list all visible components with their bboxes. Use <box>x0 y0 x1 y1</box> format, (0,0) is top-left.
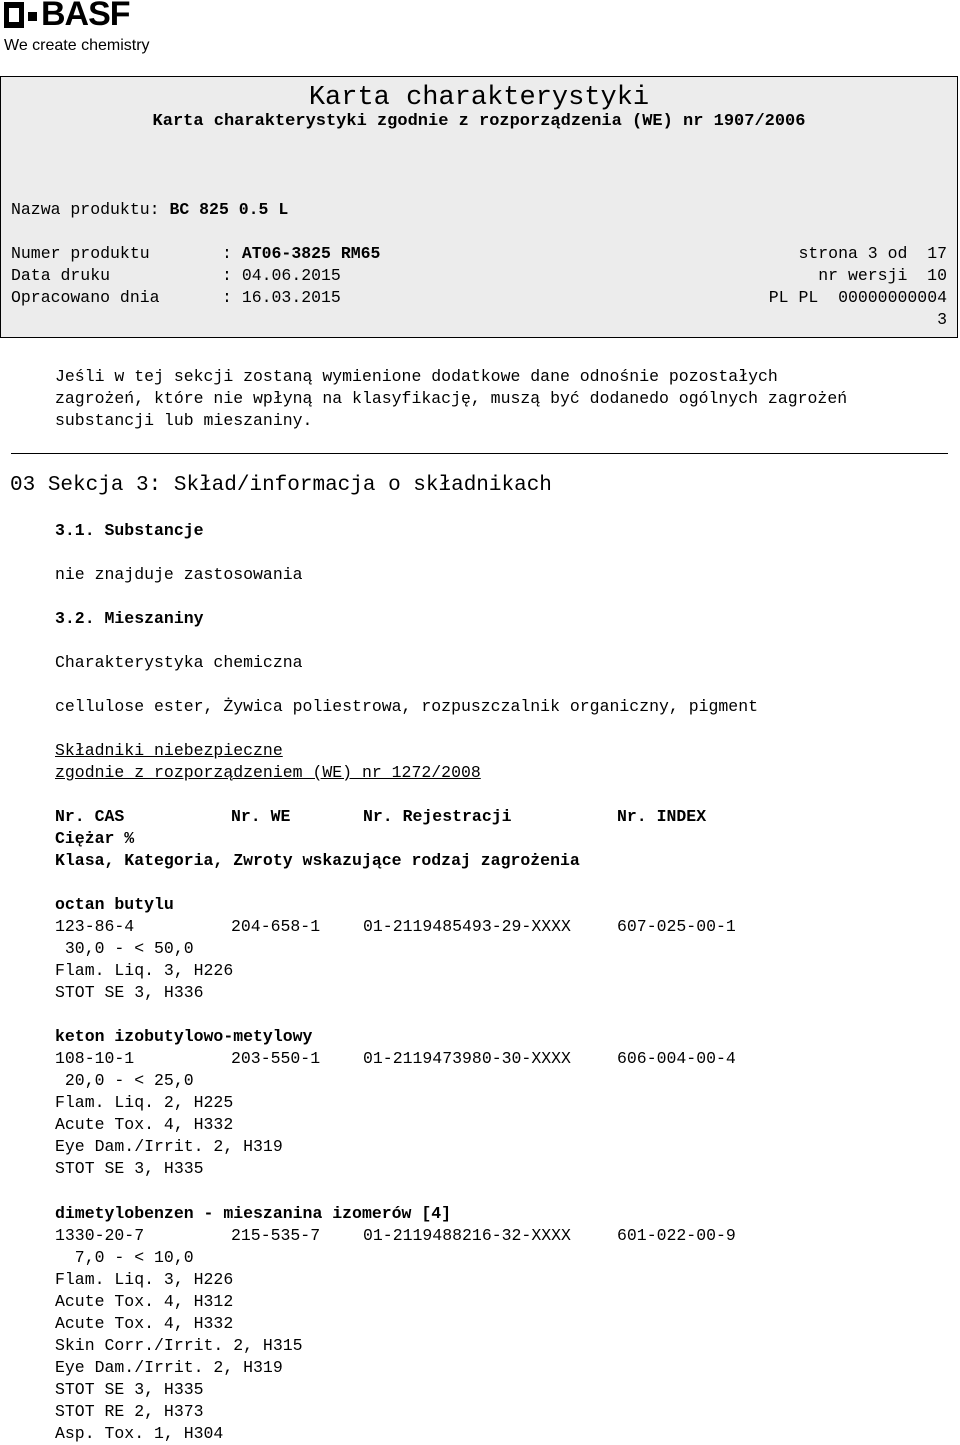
component-index: 607-025-00-1 <box>617 917 736 936</box>
product-name-row <box>11 199 288 221</box>
document-header <box>0 76 958 338</box>
component-registration: 01-2119485493-29-XXXX <box>363 917 571 936</box>
component-class: Flam. Liq. 2, H225 <box>55 1093 234 1112</box>
field-sep: : <box>222 288 232 307</box>
chem-char-text: cellulose ester, Żywica poliestrowa, rozpuszczalnik organiczny, pigment <box>55 697 759 716</box>
component-class: Skin Corr./Irrit. 2, H315 <box>55 1336 303 1355</box>
component-class: STOT SE 3, H335 <box>55 1159 204 1178</box>
subsection-mixtures-title: 3.2. Mieszaniny <box>55 609 204 628</box>
basf-logo <box>4 0 204 58</box>
basf-logo-mark-icon <box>4 2 44 28</box>
section-number: 03 <box>10 474 36 497</box>
component-we: 204-658-1 <box>231 917 321 936</box>
print-date-value: 04.06.2015 <box>241 266 341 285</box>
document-subtitle: Karta charakterystyki zgodnie z rozporządzenia (WE) nr 1907/2006 <box>152 112 806 131</box>
product-number-row <box>11 243 380 265</box>
print-date-row <box>11 265 341 287</box>
document-title: Karta charakterystyki <box>308 83 650 113</box>
header-weight: Ciężar % <box>55 829 135 848</box>
header-registration: Nr. Rejestracji <box>363 807 512 826</box>
section-heading <box>10 474 552 498</box>
component-class: Acute Tox. 4, H312 <box>55 1292 234 1311</box>
intro-line: zagrożeń, które nie wpłyną na klasyfikację, muszą być dodanedo ogólnych zagrożeń <box>55 389 848 408</box>
document-code: PL PL 00000000004 <box>768 288 947 307</box>
product-name-label: Nazwa produktu: <box>11 200 160 219</box>
component-weight: 7,0 - < 10,0 <box>55 1248 194 1267</box>
hazard-regulation: zgodnie z rozporządzeniem (WE) nr 1272/2008 <box>55 763 481 782</box>
component-index: 601-022-00-9 <box>617 1226 736 1245</box>
section-title: Sekcja 3: Skład/informacja o składnikach <box>47 474 552 497</box>
component-class: Eye Dam./Irrit. 2, H319 <box>55 1358 283 1377</box>
component-class: Flam. Liq. 3, H226 <box>55 961 234 980</box>
component-index: 606-004-00-4 <box>617 1049 736 1068</box>
component-class: Asp. Tox. 1, H304 <box>55 1424 224 1443</box>
brand-name: BASF <box>41 0 130 33</box>
substances-text: nie znajduje zastosowania <box>55 565 303 584</box>
chem-char-label: Charakterystyka chemiczna <box>55 653 303 672</box>
section-divider <box>11 453 948 454</box>
intro-line: Jeśli w tej sekcji zostaną wymienione dodatkowe dane odnośnie pozostałych <box>55 367 778 386</box>
component-cas: 1330-20-7 <box>55 1226 145 1245</box>
field-sep: : <box>222 244 232 263</box>
subsection-substances-title: 3.1. Substancje <box>55 521 204 540</box>
component-class: STOT SE 3, H335 <box>55 1380 204 1399</box>
component-class: Flam. Liq. 3, H226 <box>55 1270 234 1289</box>
component-name: dimetylobenzen - mieszanina izomerów [4] <box>55 1204 452 1223</box>
hazard-heading: Składniki niebezpieczne <box>55 741 283 760</box>
header-cas: Nr. CAS <box>55 807 125 826</box>
component-class: Eye Dam./Irrit. 2, H319 <box>55 1137 283 1156</box>
header-class: Klasa, Kategoria, Zwroty wskazujące rodzaj zagrożenia <box>55 851 580 870</box>
field-label: Opracowano dnia <box>11 288 160 307</box>
component-class: Acute Tox. 4, H332 <box>55 1115 234 1134</box>
field-label: Numer produktu <box>11 244 150 263</box>
intro-line: substancji lub mieszaniny. <box>55 411 313 430</box>
brand-tagline: We create chemistry <box>4 37 150 54</box>
component-weight: 20,0 - < 25,0 <box>55 1071 194 1090</box>
component-cas: 123-86-4 <box>55 917 135 936</box>
page-number: 3 <box>937 310 947 329</box>
component-class: Acute Tox. 4, H332 <box>55 1314 234 1333</box>
field-sep: : <box>222 266 232 285</box>
component-we: 203-550-1 <box>231 1049 321 1068</box>
product-name-value: BC 825 0.5 L <box>169 200 289 219</box>
field-label: Data druku <box>11 266 111 285</box>
component-class: STOT RE 2, H373 <box>55 1402 204 1421</box>
component-registration: 01-2119488216-32-XXXX <box>363 1226 571 1245</box>
revision-date-row <box>11 287 341 309</box>
component-we: 215-535-7 <box>231 1226 321 1245</box>
component-weight: 30,0 - < 50,0 <box>55 939 194 958</box>
version-info: nr wersji 10 <box>818 266 947 285</box>
component-name: octan butylu <box>55 895 174 914</box>
header-we: Nr. WE <box>231 807 291 826</box>
product-number-value: AT06-3825 RM65 <box>241 244 381 263</box>
component-cas: 108-10-1 <box>55 1049 135 1068</box>
component-registration: 01-2119473980-30-XXXX <box>363 1049 571 1068</box>
component-class: STOT SE 3, H336 <box>55 983 204 1002</box>
page-info: strona 3 od 17 <box>798 244 947 263</box>
revision-date-value: 16.03.2015 <box>241 288 341 307</box>
header-index: Nr. INDEX <box>617 807 707 826</box>
component-name: keton izobutylowo-metylowy <box>55 1027 313 1046</box>
